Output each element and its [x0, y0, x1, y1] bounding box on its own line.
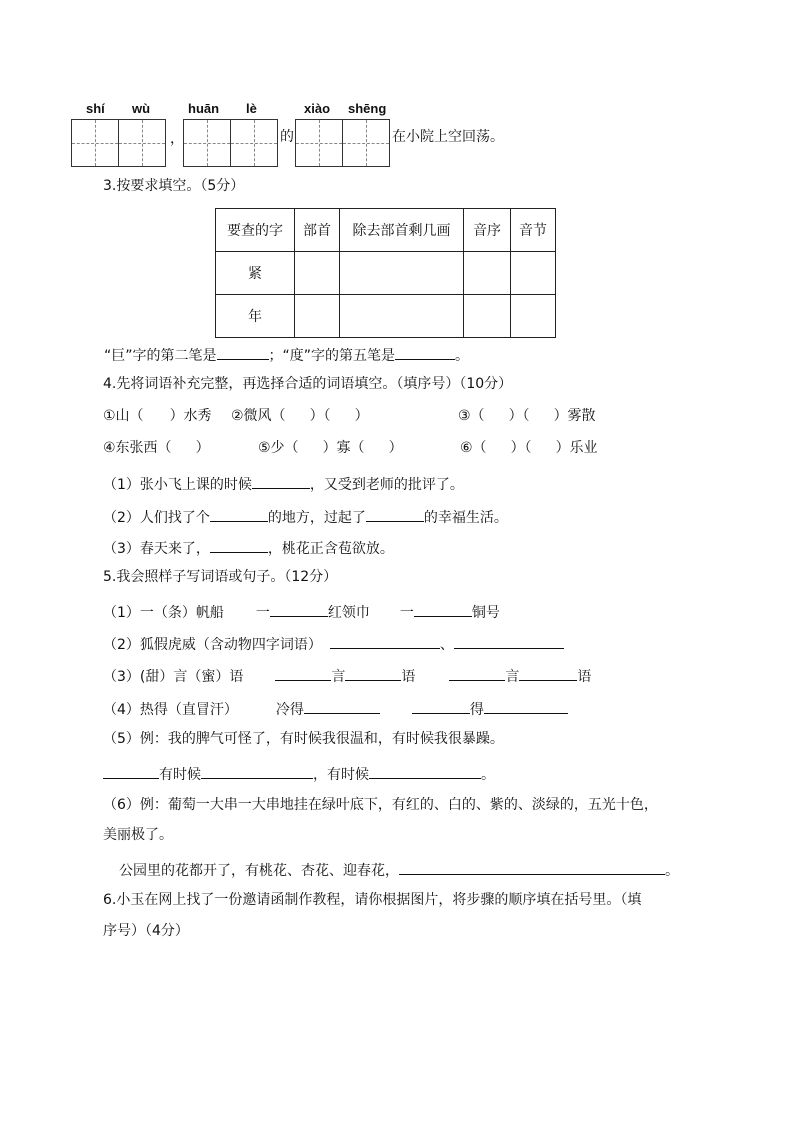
answer-cell[interactable] [295, 295, 340, 338]
sentence-2 [103, 506, 508, 527]
answer-blank[interactable] [366, 506, 424, 522]
table-header: 音序 [464, 209, 511, 252]
q5-text: 红领巾 [327, 605, 370, 621]
idiom-3 [458, 407, 596, 425]
idiom-text: ） [354, 408, 369, 424]
q5-text: ，有时候 [313, 767, 369, 783]
pinyin-le: lè [246, 101, 257, 116]
answer-blank[interactable] [345, 665, 401, 681]
table-header-row [216, 209, 556, 252]
tianzi-cell[interactable] [295, 119, 343, 167]
answer-blank[interactable] [217, 344, 269, 360]
idiom-text: ）雾散 [553, 408, 596, 424]
q3-title: 3.按要求填空。（5分） [103, 178, 245, 194]
tianzi-cell[interactable] [183, 119, 231, 167]
idiom-text: ）（ [508, 408, 530, 424]
table-row [216, 252, 556, 295]
answer-blank[interactable] [484, 698, 568, 714]
answer-blank[interactable] [210, 506, 268, 522]
idiom-text: ⑥（ [460, 440, 487, 456]
stroke-text: ；“度”字的第五笔是 [268, 348, 396, 364]
answer-blank[interactable] [252, 473, 310, 489]
answer-blank[interactable] [369, 763, 481, 779]
q5-text: （4）热得（直冒汗） [103, 702, 238, 718]
idiom-text: ①山（ [103, 408, 144, 424]
answer-cell[interactable] [511, 295, 556, 338]
answer-cell[interactable] [464, 252, 511, 295]
idiom-5 [258, 439, 403, 457]
answer-blank[interactable] [395, 344, 455, 360]
idiom-6 [460, 439, 598, 457]
grid-tail: 在小院上空回荡。 [392, 129, 504, 145]
answer-blank[interactable] [412, 698, 470, 714]
lookup-table [215, 208, 556, 338]
answer-blank[interactable] [519, 665, 577, 681]
answer-blank[interactable] [201, 763, 313, 779]
answer-cell[interactable] [295, 252, 340, 295]
q6-text-line-2: 序号）（4分） [103, 923, 189, 939]
q5-text: 语 [401, 669, 416, 685]
answer-cell[interactable] [464, 295, 511, 338]
pinyin-shi: shí [86, 101, 105, 116]
answer-blank[interactable] [210, 537, 268, 553]
q5-text: 得 [469, 702, 484, 718]
pinyin-huan: huān [188, 101, 220, 116]
idiom-text: ）乐业 [555, 440, 598, 456]
q5-text: 。 [481, 767, 495, 783]
idiom-4 [103, 439, 210, 457]
table-header: 要查的字 [216, 209, 295, 252]
sentence-3 [103, 537, 394, 558]
sentence-text: ，又受到老师的批评了。 [309, 477, 464, 493]
answer-blank[interactable] [399, 859, 665, 875]
grid-de: 的 [280, 129, 294, 145]
sentence-1 [103, 473, 464, 494]
q5-line-1 [103, 601, 500, 622]
q5-line-4 [103, 698, 568, 719]
answer-blank[interactable] [454, 633, 564, 649]
q5-line-3 [103, 665, 591, 686]
tianzi-grid-huanle[interactable] [183, 119, 278, 167]
table-header: 部首 [295, 209, 340, 252]
q5-text: 。 [665, 863, 679, 879]
answer-blank[interactable] [330, 633, 440, 649]
pinyin-wu: wù [132, 101, 151, 116]
table-cell-char: 年 [216, 295, 295, 338]
q5-text: 言 [505, 669, 520, 685]
q5-title: 5.我会照样子写词语或句子。（12分） [103, 569, 338, 585]
q5-line-6-answer [119, 859, 679, 880]
pinyin-xiao: xiào [304, 101, 331, 116]
idiom-text: ②微风（ [231, 408, 286, 424]
pinyin-sheng: shēng [348, 101, 387, 116]
answer-cell[interactable] [340, 295, 464, 338]
q5-text: 言 [331, 669, 346, 685]
idiom-text: ） [388, 440, 403, 456]
table-row [216, 295, 556, 338]
table-header: 除去部首剩几画 [340, 209, 464, 252]
q5-text: 、 [439, 637, 454, 653]
idiom-text: ）水秀 [169, 408, 212, 424]
q5-example-6: （6）例：葡萄一大串一大串地挂在绿叶底下，有红的、白的、紫的、淡绿的，五光十色， [103, 797, 658, 813]
table-header: 音节 [511, 209, 556, 252]
tianzi-cell[interactable] [230, 119, 278, 167]
q5-text: 公园里的花都开了，有桃花、杏花、迎春花， [119, 863, 399, 879]
q5-text: 有时候 [159, 767, 201, 783]
stroke-text: “巨”字的第二笔是 [104, 348, 217, 364]
table-cell-char: 紧 [216, 252, 295, 295]
stroke-text: 。 [455, 348, 470, 364]
answer-blank[interactable] [414, 601, 472, 617]
sentence-text: （3）春天来了， [103, 541, 210, 557]
q5-text: 冷得 [275, 702, 304, 718]
idiom-text: ⑤少（ [258, 440, 299, 456]
tianzi-cell[interactable] [118, 119, 166, 167]
idiom-1 [103, 407, 212, 425]
sentence-text: （2）人们找了个 [103, 510, 210, 526]
answer-cell[interactable] [511, 252, 556, 295]
answer-blank[interactable] [275, 665, 331, 681]
q5-line-5-answer [103, 763, 495, 784]
answer-blank[interactable] [449, 665, 505, 681]
q5-text: 铜号 [471, 605, 500, 621]
q5-example-6-cont: 美丽极了。 [103, 827, 173, 843]
sentence-text: 的幸福生活。 [423, 510, 508, 526]
stroke-question [104, 344, 469, 365]
answer-blank[interactable] [103, 763, 159, 779]
q5-text: （1）一（条）帆船 [103, 605, 224, 621]
q5-text: 一 [255, 605, 270, 621]
idiom-text: ③（ [458, 408, 485, 424]
q5-example-5: （5）例：我的脾气可怪了，有时候我很温和，有时候我很暴躁。 [103, 731, 504, 747]
idiom-text: ） [195, 440, 210, 456]
idiom-text: ④东张西（ [103, 440, 172, 456]
tianzi-cell[interactable] [71, 119, 119, 167]
idiom-text: ）（ [309, 408, 331, 424]
idiom-text: ）寡（ [322, 440, 365, 456]
q5-line-2 [103, 633, 564, 654]
q5-text: 一 [399, 605, 414, 621]
q5-text: （2）狐假虎威（含动物四字词语） [103, 637, 322, 653]
answer-blank[interactable] [304, 698, 380, 714]
q5-text: （3）(甜）言（蜜）语 [103, 669, 244, 685]
sentence-text: （1）张小飞上课的时候 [103, 477, 252, 493]
tianzi-grid-xiaosheng[interactable] [295, 119, 390, 167]
q6-text-line-1: 6.小玉在网上找了一份邀请函制作教程，请你根据图片，将步骤的顺序填在括号里。（填 [103, 892, 642, 908]
tianzi-cell[interactable] [342, 119, 390, 167]
idiom-text: ）（ [510, 440, 532, 456]
sentence-text: 的地方，过起了 [267, 510, 366, 526]
idiom-2 [231, 407, 369, 425]
grid-comma: ， [170, 131, 184, 147]
answer-blank[interactable] [270, 601, 328, 617]
answer-cell[interactable] [340, 252, 464, 295]
tianzi-grid-shiwu[interactable] [71, 119, 166, 167]
q4-title: 4.先将词语补充完整，再选择合适的词语填空。（填序号）（10分） [103, 376, 513, 392]
sentence-text: ，桃花正含苞欲放。 [267, 541, 394, 557]
q5-text: 语 [577, 669, 592, 685]
